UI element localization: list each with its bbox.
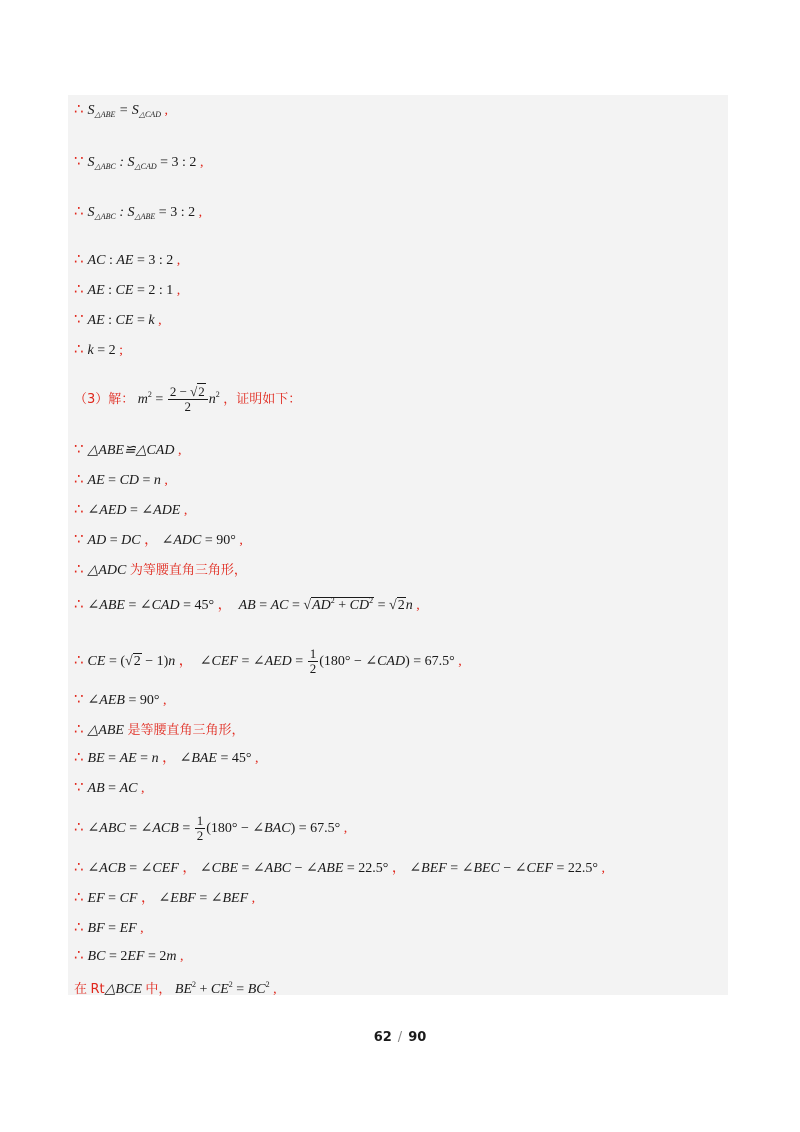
proof-step-10: ∴ BE = AE = n ， ∠BAE = 45° ,	[74, 748, 259, 766]
proof-line-5: ∴ AE : CE = 2 : 1 ,	[74, 280, 181, 298]
therefore-symbol: ∴	[74, 720, 84, 738]
part3-label: （3）解：	[74, 392, 135, 407]
therefore-symbol: ∴	[74, 858, 84, 876]
proof-line-4: ∴ AC : AE = 3 : 2 ,	[74, 250, 181, 268]
half-fraction: $\frac{1}{2}$	[196, 813, 204, 844]
proof-step-3: ∴ ∠AED = ∠ADE ,	[74, 500, 188, 518]
proof-step-2: ∴ AE = CD = n ,	[74, 470, 168, 488]
therefore-symbol: ∴	[74, 595, 84, 613]
proof-step-7: ∴ CE = (√2 − 1)n ， ∠CEF = ∠AED = $\frac{1}{2}$ (180° − ∠CAD) = 67.5° ,	[74, 646, 462, 677]
fraction: $\frac{2 - √2}{2}$	[168, 385, 208, 414]
because-symbol: ∵	[74, 440, 84, 458]
because-symbol: ∵	[74, 530, 84, 548]
therefore-symbol: ∴	[74, 818, 84, 836]
therefore-symbol: ∴	[74, 280, 84, 298]
therefore-symbol: ∴	[74, 500, 84, 518]
therefore-symbol: ∴	[74, 888, 84, 906]
page-number	[0, 1030, 800, 1045]
therefore-symbol: ∴	[74, 748, 84, 766]
therefore-symbol: ∴	[74, 250, 84, 268]
because-symbol: ∵	[74, 690, 84, 708]
proof-step-12: ∴ ∠ABC = ∠ACB = $\frac{1}{2}$ (180° − ∠BAC) = 67.5° ,	[74, 813, 348, 844]
proof-line-2: ∵ $S_{\triangle ABC}$ : $S_{\triangle CAD} = 3$ : 2 ,	[74, 152, 204, 171]
therefore-symbol: ∴	[74, 918, 84, 936]
isosceles-right-note: 为等腰直角三角形，	[129, 563, 247, 578]
part3-header: （3）解： $m^2$ = $\frac{2 - √2}{2}$ $n^2$ ，证明如下：	[74, 384, 302, 415]
proof-step-14: ∴ EF = CF ， ∠EBF = ∠BEF ,	[74, 888, 256, 906]
proof-step-13: ∴ ∠ACB = ∠CEF ， ∠CBE = ∠ABC − ∠ABE = 22.5° ， ∠BEF = ∠BEC − ∠CEF = 22.5° ,	[74, 858, 605, 876]
proof-step-4: ∵ AD = DC ， ∠ADC = 90° ,	[74, 530, 243, 548]
proof-line-6: ∵ AE : CE = k ,	[74, 310, 162, 328]
half-fraction: $\frac{1}{2}$	[309, 646, 317, 677]
proof-step-8: ∵ ∠AEB = 90° ,	[74, 690, 167, 708]
therefore-symbol: ∴	[74, 470, 84, 488]
because-symbol: ∵	[74, 310, 84, 328]
therefore-symbol: ∴	[74, 340, 84, 358]
proof-line-7: ∴ k = 2 ;	[74, 340, 124, 358]
part3-tail: ，证明如下：	[223, 392, 302, 407]
proof-step-1: ∵ △ABE≌△CAD ,	[74, 440, 182, 458]
isosceles-right-note: 是等腰直角三角形，	[127, 723, 245, 738]
in-label: 在	[74, 982, 88, 997]
proof-step-15: ∴ BF = EF ,	[74, 918, 144, 936]
proof-step-6: ∴ ∠ABE = ∠CAD = 45° ， AB = AC = $√AD^2 + CD^2 = √2n$ ,	[74, 595, 420, 613]
triangle-abe: △ABE	[87, 723, 124, 738]
total-pages: 90	[408, 1030, 427, 1045]
current-page: 62	[373, 1030, 392, 1045]
therefore-symbol: ∴	[74, 946, 84, 964]
therefore-symbol: ∴	[74, 100, 84, 118]
therefore-symbol: ∴	[74, 202, 84, 220]
proof-step-11: ∵ AB = AC ,	[74, 778, 145, 796]
proof-step-9	[74, 720, 244, 740]
therefore-symbol: ∴	[74, 651, 84, 669]
proof-line-1: ∴ $S_{\triangle ABE} = S_{\triangle CAD}$ ,	[74, 100, 168, 119]
proof-line-3: ∴ $S_{\triangle ABC}$ : $S_{\triangle ABE} = 3$ : 2 ,	[74, 202, 203, 221]
proof-step-17: 在 Rt△BCE 中， $BE^2 + CE^2 = BC^2$ ,	[74, 980, 277, 997]
triangle-adc: △ADC	[87, 563, 127, 578]
proof-step-16: ∴ BC = 2EF = 2m ,	[74, 946, 184, 964]
because-symbol: ∵	[74, 778, 84, 796]
therefore-symbol: ∴	[74, 560, 84, 578]
proof-step-5	[74, 560, 247, 580]
page-separator: /	[397, 1030, 403, 1045]
because-symbol: ∵	[74, 152, 84, 170]
